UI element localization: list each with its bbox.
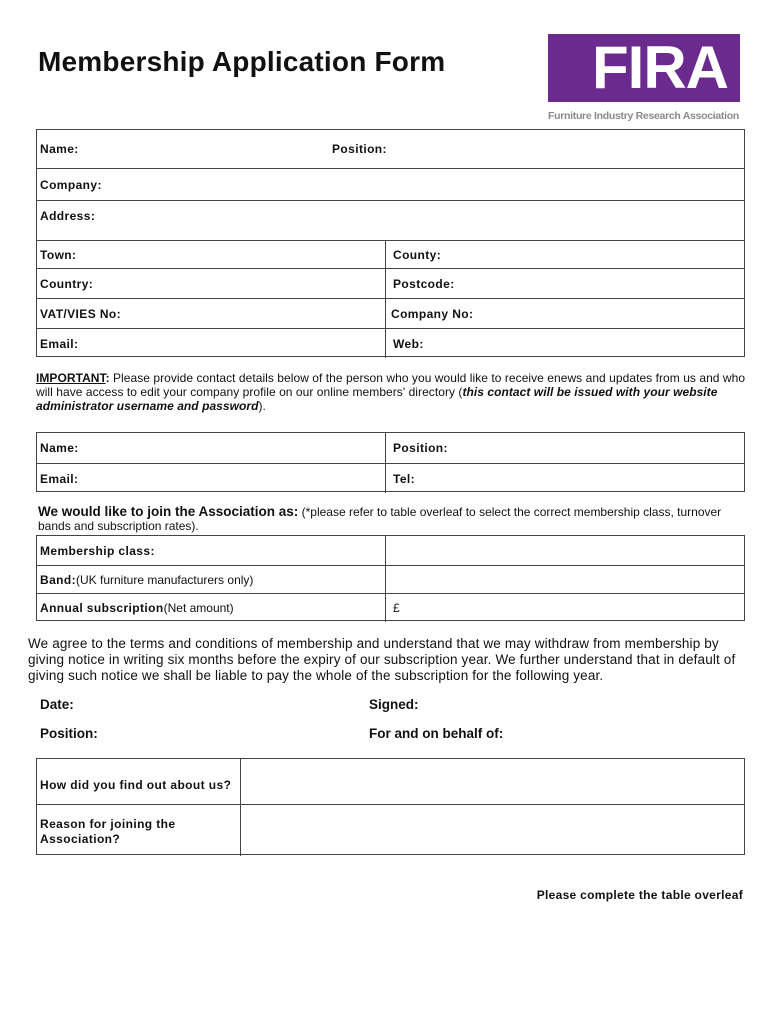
county-label: County: <box>393 247 442 262</box>
company-details-form <box>36 129 745 357</box>
address-field[interactable] <box>37 201 744 240</box>
page-title: Membership Application Form <box>38 46 446 77</box>
join-heading-text: We would like to join the Association as: <box>38 504 299 519</box>
address-row <box>37 200 744 240</box>
annual-label: Annual subscription <box>40 601 164 615</box>
contact-email-field[interactable] <box>37 464 385 493</box>
membership-class-row <box>37 536 744 565</box>
company-row <box>37 168 744 200</box>
annual-input[interactable] <box>390 594 744 622</box>
survey-table <box>36 758 745 855</box>
found-us-label-cell <box>37 759 239 804</box>
footer-note: Please complete the table overleaf <box>536 888 743 902</box>
contact-position-field[interactable] <box>390 433 744 463</box>
contact-email-label: Email: <box>40 471 79 486</box>
town-field[interactable] <box>37 241 385 268</box>
annual-subscription-row <box>37 593 744 622</box>
country-field[interactable] <box>37 269 385 298</box>
country-postcode-row <box>37 268 744 298</box>
membership-form <box>36 535 745 621</box>
name-field[interactable] <box>37 130 327 168</box>
reason-input[interactable] <box>241 805 744 856</box>
vat-field[interactable] <box>37 299 385 328</box>
date-field[interactable]: Date: <box>40 697 74 712</box>
vat-company-no-row <box>37 298 744 328</box>
name-label: Name: <box>40 142 79 156</box>
contact-form <box>36 432 745 492</box>
column-divider <box>385 269 386 298</box>
behalf-field[interactable]: For and on behalf of: <box>369 726 504 741</box>
important-bold-text: this contact will be issued with your website administrator username and password <box>36 385 718 413</box>
email-label: Email: <box>40 336 79 351</box>
found-us-row <box>37 759 744 804</box>
important-text: Please provide contact details below of the person who you would like to receive enews and updates from us and who will have access to edit your company profile on our online members' directory ( <box>36 371 746 399</box>
currency-symbol: £ <box>393 601 400 615</box>
band-note: (UK furniture manufacturers only) <box>76 572 254 587</box>
join-heading <box>38 505 738 533</box>
postcode-label: Postcode: <box>393 276 455 291</box>
membership-class-label-cell <box>37 536 385 565</box>
column-divider <box>385 329 386 358</box>
fira-logo <box>548 34 742 122</box>
column-divider <box>385 433 386 463</box>
logo-subtitle: Furniture Industry Research Association <box>548 110 739 122</box>
important-note <box>36 371 748 413</box>
sign-position-field[interactable]: Position: <box>40 726 98 741</box>
postcode-field[interactable] <box>390 269 744 298</box>
important-end: ). <box>258 399 266 413</box>
county-field[interactable] <box>390 241 744 268</box>
column-divider <box>385 299 386 328</box>
company-no-label: Company No: <box>391 306 474 321</box>
reason-label-line-2: Association? <box>40 831 121 846</box>
band-row <box>37 565 744 593</box>
reason-label-line-1: Reason for joining the <box>40 816 176 831</box>
reason-row <box>37 804 744 856</box>
position-label: Position: <box>332 142 387 156</box>
logo-mark <box>548 34 740 102</box>
found-us-input[interactable] <box>241 759 744 804</box>
contact-name-row <box>37 433 744 463</box>
web-field[interactable] <box>390 329 744 358</box>
agreement-text: We agree to the terms and conditions of membership and understand that we may withdraw from membership by giving notice in writing six months before the expiry of our subscription year. We further understand that in default of giving such notice we shall be liable to pay the whole of the subscription for the following year. <box>28 636 736 683</box>
column-divider <box>385 594 386 622</box>
company-field[interactable] <box>37 169 744 200</box>
web-label: Web: <box>393 336 424 351</box>
name-position-row <box>37 130 744 168</box>
reason-label-cell <box>37 805 239 856</box>
band-input[interactable] <box>386 566 744 593</box>
company-label: Company: <box>40 177 102 192</box>
email-field[interactable] <box>37 329 385 358</box>
membership-class-input[interactable] <box>386 536 744 565</box>
contact-tel-label: Tel: <box>393 471 416 486</box>
join-note: (*please refer to table overleaf to select the correct membership class, turnover bands and subscription rates). <box>38 505 722 533</box>
membership-class-label: Membership class: <box>40 543 155 558</box>
contact-email-row <box>37 463 744 493</box>
contact-name-field[interactable] <box>37 433 385 463</box>
band-label: Band: <box>40 572 76 587</box>
band-label-cell <box>37 566 385 593</box>
town-label: Town: <box>40 247 77 262</box>
email-web-row <box>37 328 744 358</box>
town-county-row <box>37 240 744 268</box>
address-label: Address: <box>40 209 96 223</box>
contact-tel-field[interactable] <box>390 464 744 493</box>
contact-name-label: Name: <box>40 441 79 455</box>
vat-label: VAT/VIES No: <box>40 306 122 321</box>
annual-label-cell <box>37 594 385 622</box>
important-colon: : <box>105 371 110 385</box>
column-divider <box>385 464 386 493</box>
found-us-label: How did you find out about us? <box>40 777 232 792</box>
position-field[interactable] <box>329 130 744 168</box>
signed-field[interactable]: Signed: <box>369 697 419 712</box>
column-divider <box>385 241 386 268</box>
company-no-field[interactable] <box>388 299 744 328</box>
contact-position-label: Position: <box>393 441 448 455</box>
country-label: Country: <box>40 276 94 291</box>
important-lead: IMPORTANT <box>36 371 106 385</box>
annual-note: (Net amount) <box>163 601 234 615</box>
logo-text: FIRA <box>592 34 728 101</box>
